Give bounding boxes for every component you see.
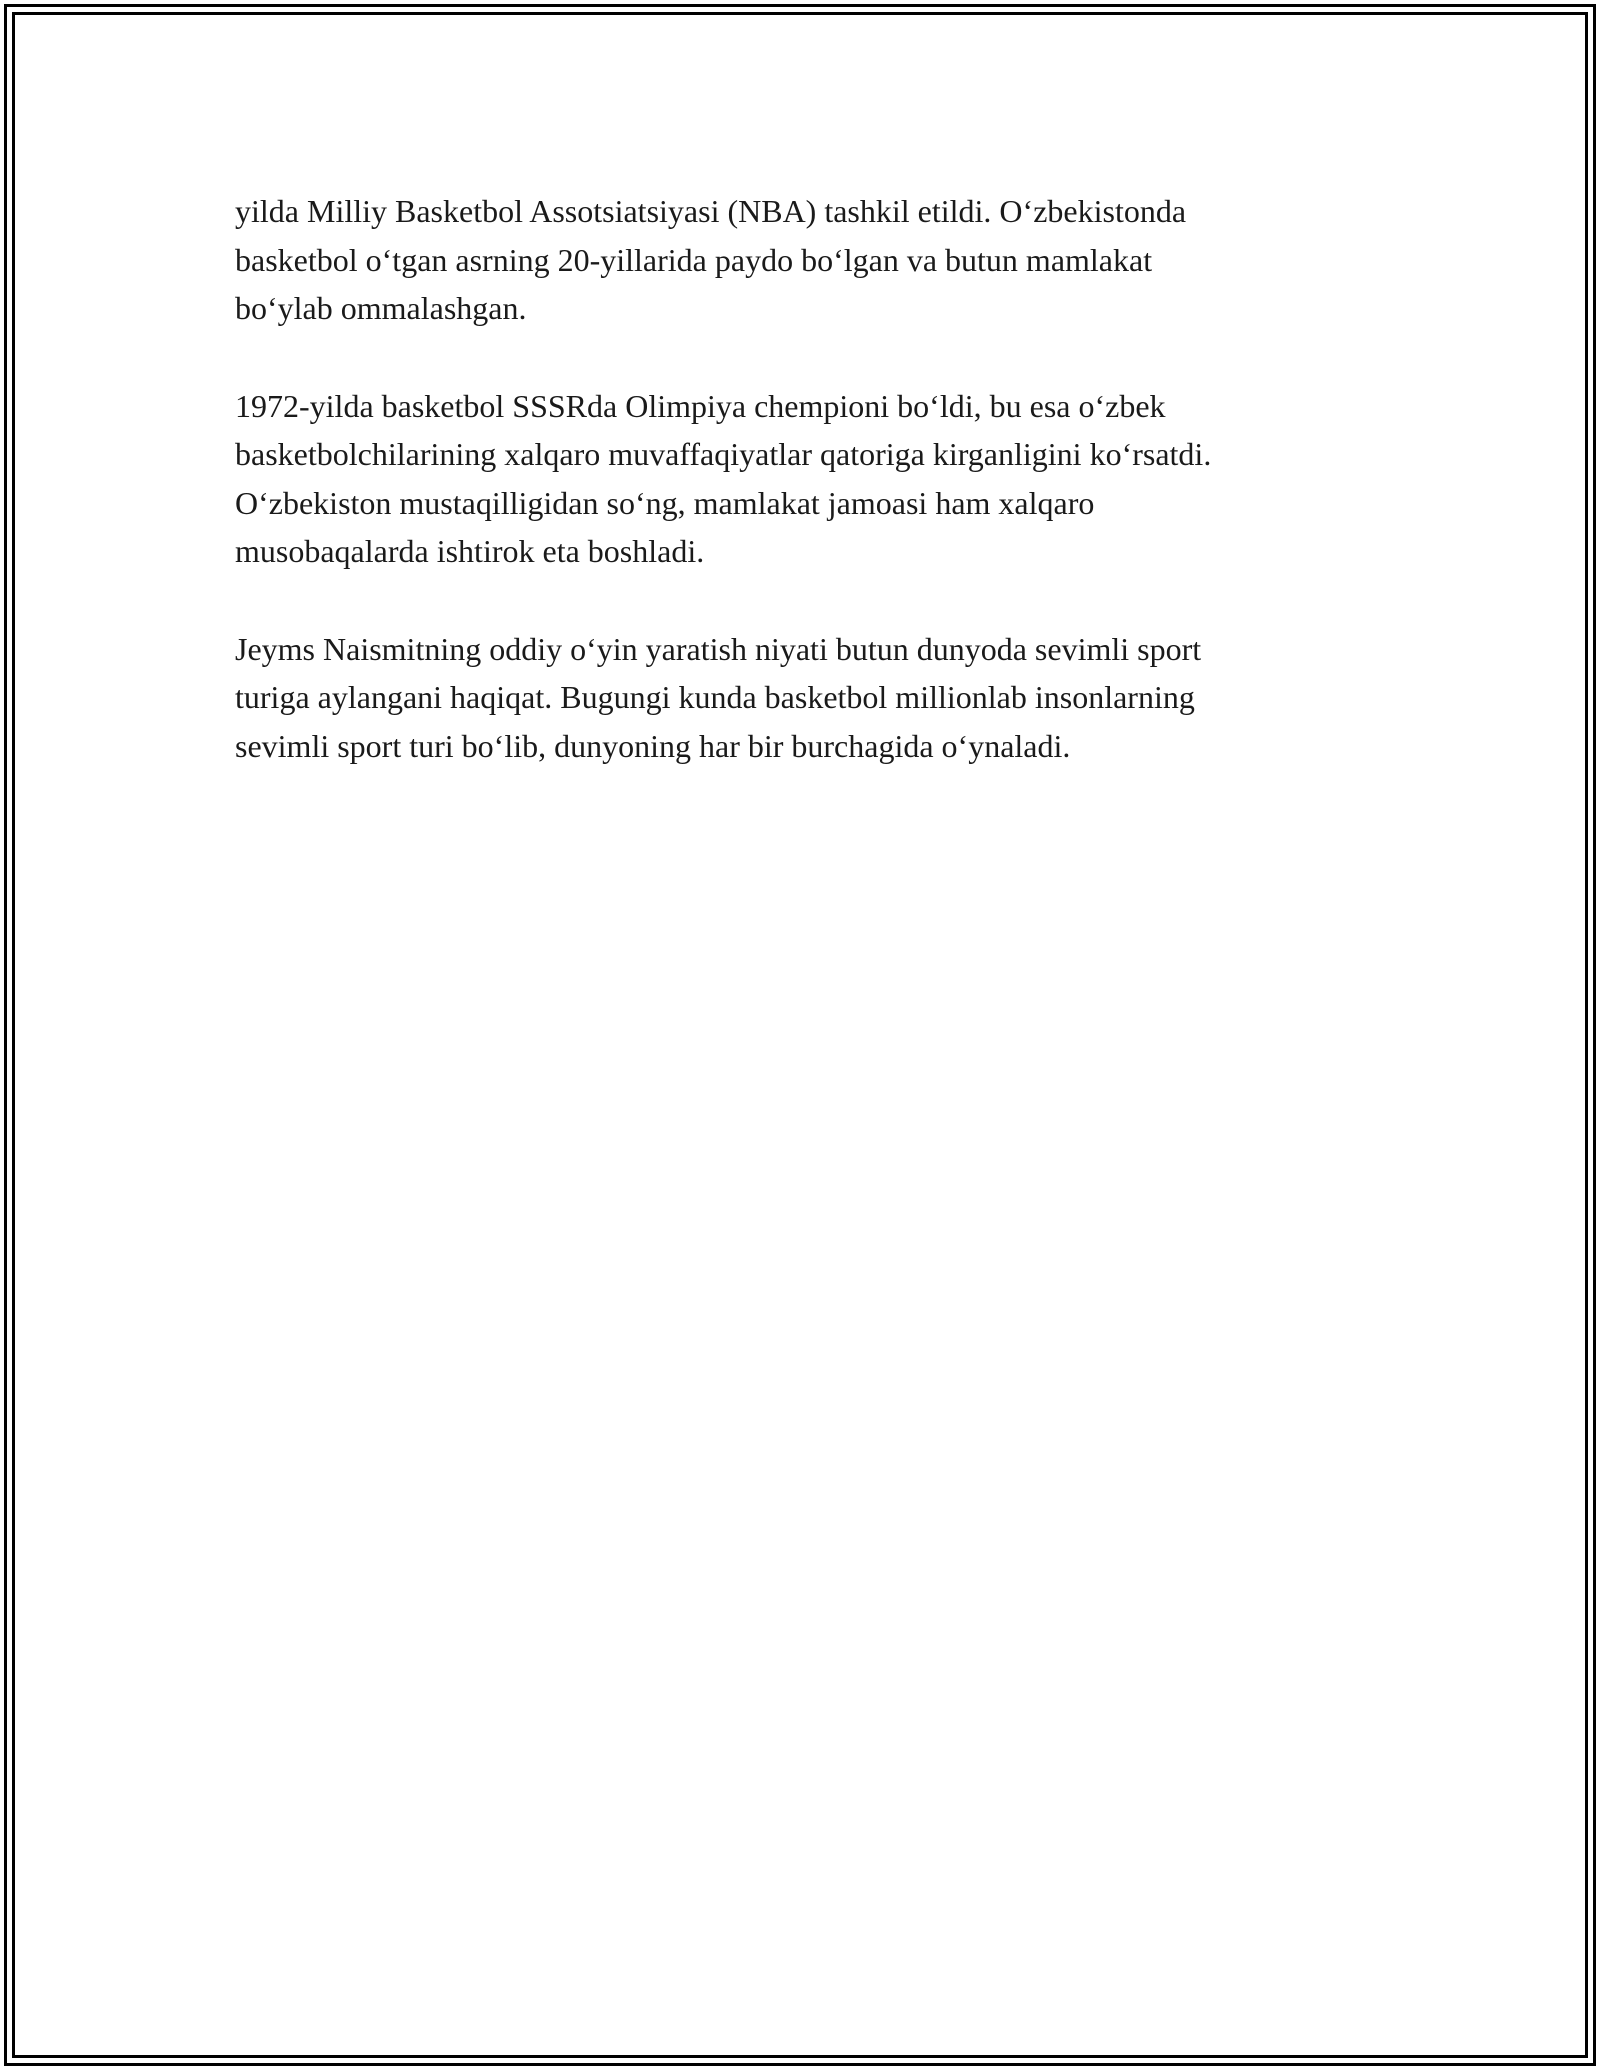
paragraph-naismith-legacy: Jeyms Naismitning oddiy o‘yin yaratish niyati butun dunyoda sevimli sport turiga aylangani haqiqat. Bugungi kunda basketbol millionlab insonlarning sevimli sport turi bo‘lib, dunyoning har bir burchagida o‘ynaladi. <box>235 630 1202 764</box>
paragraph-nba-uzbekistan: yilda Milliy Basketbol Assotsiatsiyasi (NBA) tashkil etildi. O‘zbekistonda basketbol o‘tgan asrning 20-yillarida paydo bo‘lgan va butun mamlakat bo‘ylab ommalashgan. <box>235 193 1187 326</box>
paragraph-olympic-champion: 1972-yilda basketbol SSSRda Olimpiya chempioni bo‘ldi, bu esa o‘zbek basketbolchilarining xalqaro muvaffaqiyatlar qatoriga kirganligini ko‘rsatdi. O‘zbekiston mustaqilligidan so‘ng, mamlakat jamoasi ham xalqaro musobaqalarda ishtirok eta boshladi. <box>235 387 1212 569</box>
document-body <box>235 187 1385 819</box>
